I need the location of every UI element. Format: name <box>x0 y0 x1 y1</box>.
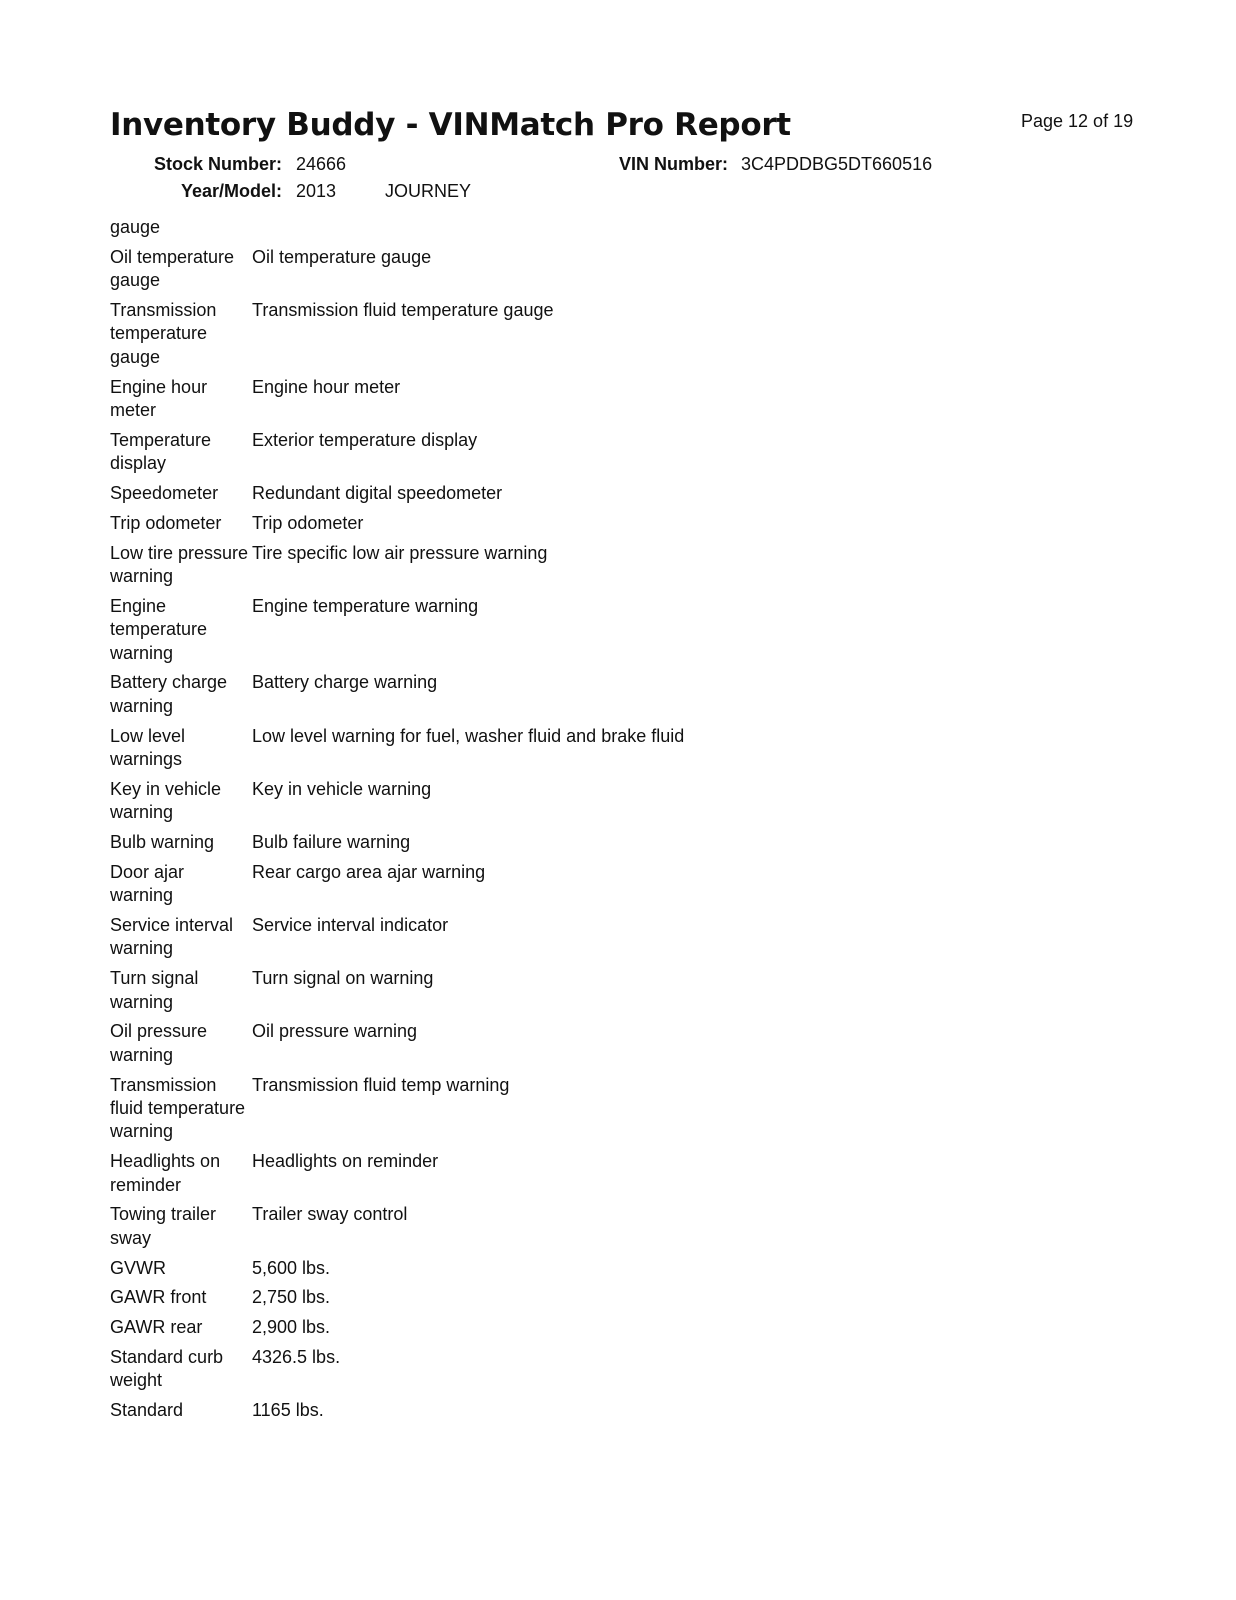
spec-name: Oil pressure warning <box>110 1021 208 1065</box>
spec-name: Low level warnings <box>110 725 186 770</box>
report-title: Inventory Buddy - VINMatch Pro Report <box>110 107 791 143</box>
year-model-label: Year/Model: <box>180 181 282 201</box>
spec-row <box>110 299 1010 369</box>
spec-row <box>110 1020 1010 1067</box>
stock-number-value: 24666 <box>296 154 347 174</box>
spec-value: 4326.5 lbs. <box>252 1347 341 1368</box>
spec-row <box>110 831 1010 854</box>
spec-value: Engine hour meter <box>252 376 401 397</box>
spec-value: 1165 lbs. <box>252 1400 324 1421</box>
spec-name: Key in vehicle warning <box>110 778 222 823</box>
spec-value: Transmission fluid temp warning <box>252 1074 510 1095</box>
spec-value: Redundant digital speedometer <box>252 483 503 504</box>
spec-name: Bulb warning <box>110 832 215 853</box>
spec-value: Battery charge warning <box>252 672 438 693</box>
spec-row <box>110 1257 1010 1280</box>
spec-value: Trip odometer <box>252 512 364 533</box>
spec-value: Engine temperature warning <box>252 595 479 616</box>
spec-row <box>110 861 1010 908</box>
spec-value: 2,750 lbs. <box>252 1287 331 1308</box>
spec-value: Service interval indicator <box>252 915 449 936</box>
stock-number-label: Stock Number: <box>153 154 282 174</box>
spec-name: Transmission fluid temperature warning <box>110 1074 246 1142</box>
spec-value: Exterior temperature display <box>252 429 478 450</box>
spec-value: Oil temperature gauge <box>252 246 432 267</box>
spec-value: 2,900 lbs. <box>252 1317 331 1338</box>
spec-row <box>110 246 1010 293</box>
spec-value: Tire specific low air pressure warning <box>252 542 548 563</box>
spec-row <box>110 542 1010 589</box>
spec-name: Oil temperature gauge <box>110 246 235 291</box>
model-value: JOURNEY <box>385 181 472 201</box>
vin-number-value: 3C4PDDBG5DT660516 <box>741 154 933 174</box>
spec-name: GVWR <box>110 1257 166 1278</box>
spec-value: 5,600 lbs. <box>252 1257 331 1278</box>
spec-row <box>110 671 1010 718</box>
spec-value: Oil pressure warning <box>252 1021 418 1042</box>
page-number: Page 12 of 19 <box>1021 111 1134 131</box>
spec-row <box>110 1286 1010 1309</box>
spec-row <box>110 595 1010 665</box>
spec-name: Engine temperature warning <box>110 595 208 663</box>
spec-row <box>110 429 1010 476</box>
spec-value: Rear cargo area ajar warning <box>252 861 486 882</box>
spec-value: Low level warning for fuel, washer fluid and brake fluid <box>252 725 685 746</box>
spec-name: Temperature display <box>110 429 212 474</box>
spec-list <box>110 216 1010 1429</box>
spec-name: Towing trailer sway <box>110 1204 217 1248</box>
spec-row <box>110 914 1010 961</box>
spec-row <box>110 216 1010 239</box>
spec-value: Trailer sway control <box>252 1204 408 1225</box>
spec-name: Transmission temperature gauge <box>110 300 217 367</box>
spec-name: Trip odometer <box>110 512 222 533</box>
spec-name: Turn signal warning <box>110 968 199 1012</box>
spec-name: gauge <box>110 217 161 237</box>
spec-row <box>110 376 1010 423</box>
spec-row <box>110 1316 1010 1339</box>
vin-number-label: VIN Number: <box>618 154 728 174</box>
spec-name: GAWR front <box>110 1287 207 1308</box>
spec-name: Standard <box>110 1400 184 1421</box>
spec-name: Battery charge warning <box>110 672 228 716</box>
spec-value: Bulb failure warning <box>252 832 411 853</box>
spec-name: Low tire pressure warning <box>110 542 249 587</box>
spec-row <box>110 1203 1010 1250</box>
spec-value <box>252 216 1010 239</box>
spec-name: GAWR rear <box>110 1317 203 1338</box>
spec-row <box>110 512 1010 535</box>
spec-value: Headlights on reminder <box>252 1151 439 1172</box>
year-value: 2013 <box>296 181 337 201</box>
spec-name: Engine hour meter <box>110 376 208 421</box>
spec-row <box>110 1346 1010 1393</box>
spec-row <box>110 778 1010 825</box>
spec-value: Key in vehicle warning <box>252 778 432 799</box>
spec-row <box>110 967 1010 1014</box>
spec-row <box>110 725 1010 772</box>
spec-row <box>110 1074 1010 1144</box>
spec-name: Door ajar warning <box>110 861 185 906</box>
spec-name: Headlights on reminder <box>110 1151 221 1195</box>
spec-name: Speedometer <box>110 483 219 504</box>
spec-name: Standard curb weight <box>110 1347 224 1391</box>
spec-row <box>110 1150 1010 1197</box>
spec-name: Service interval warning <box>110 915 234 959</box>
spec-value: Transmission fluid temperature gauge <box>252 300 554 320</box>
spec-row <box>110 1399 1010 1422</box>
spec-row <box>110 482 1010 505</box>
spec-value: Turn signal on warning <box>252 968 434 989</box>
